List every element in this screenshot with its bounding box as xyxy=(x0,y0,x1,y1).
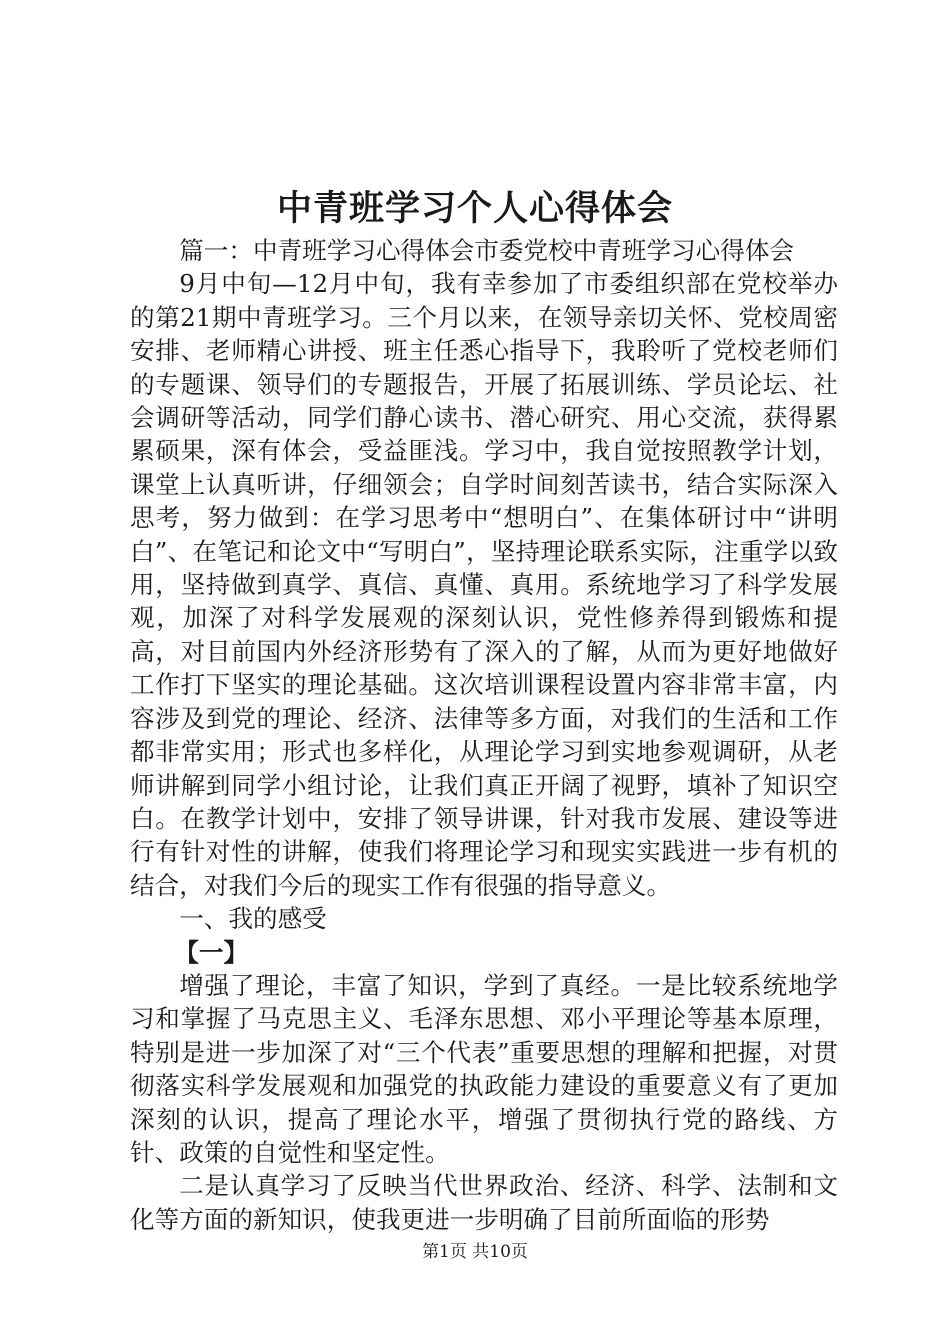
document-body xyxy=(130,234,838,1236)
page-footer: 第1页 共10页 xyxy=(422,1242,528,1262)
body-paragraph: 增强了理论，丰富了知识，学到了真经。一是比较系统地学习和掌握了马克思主义、毛泽东思想、邓小平理论等基本原理，特别是进一步加深了对“三个代表”重要思想的理解和把握，对贯彻落实科学发展观和加强党的执政能力建设的重要意义有了更加深刻的认识，提高了理论水平，增强了贯彻执行党的路线、方针、政策的自觉性和坚定性。 xyxy=(130,970,838,1167)
body-paragraph: 二是认真学习了反映当代世界政治、经济、科学、法制和文化等方面的新知识，使我更进一步明确了目前所面临的形势 xyxy=(130,1171,838,1234)
document-title: 中青班学习个人心得体会 xyxy=(276,188,673,229)
body-paragraph: 9月中旬—12月中旬，我有幸参加了市委组织部在党校举办的第21期中青班学习。三个月以来，在领导亲切关怀、党校周密安排、老师精心讲授、班主任悉心指导下，我聆听了党校老师们的专题课、领导们的专题报告，开展了拓展训练、学员论坛、社会调研等活动，同学们静心读书、潜心研究、用心交流，获得累累硕果，深有体会，受益匪浅。学习中，我自觉按照教学计划，课堂上认真听讲，仔细领会；自学时间刻苦读书，结合实际深入思考，努力做到：在学习思考中“想明白”、在集体研讨中“讲明白”、在笔记和论文中“写明白”，坚持理论联系实际，注重学以致用，坚持做到真学、真信、真懂、真用。系统地学习了科学发展观，加深了对科学发展观的深刻认识，党性修养得到锻炼和提高，对目前国内外经济形势有了深入的了解，从而为更好地做好工作打下坚实的理论基础。这次培训课程设置内容非常丰富，内容涉及到党的理论、经济、法律等多方面，对我们的生活和工作都非常实用；形式也多样化，从理论学习到实地参观调研，从老师讲解到同学小组讨论，让我们真正开阔了视野，填补了知识空白。在教学计划中，安排了领导讲课，针对我市发展、建设等进行有针对性的讲解，使我们将理论学习和现实实践进一步有机的结合，对我们今后的现实工作有很强的指导意义。 xyxy=(130,269,838,900)
subtitle-line: 篇一：中青班学习心得体会市委党校中青班学习心得体会 xyxy=(179,236,795,265)
bracket-heading: 【一】 xyxy=(174,937,249,967)
section-heading: 一、我的感受 xyxy=(179,904,327,934)
